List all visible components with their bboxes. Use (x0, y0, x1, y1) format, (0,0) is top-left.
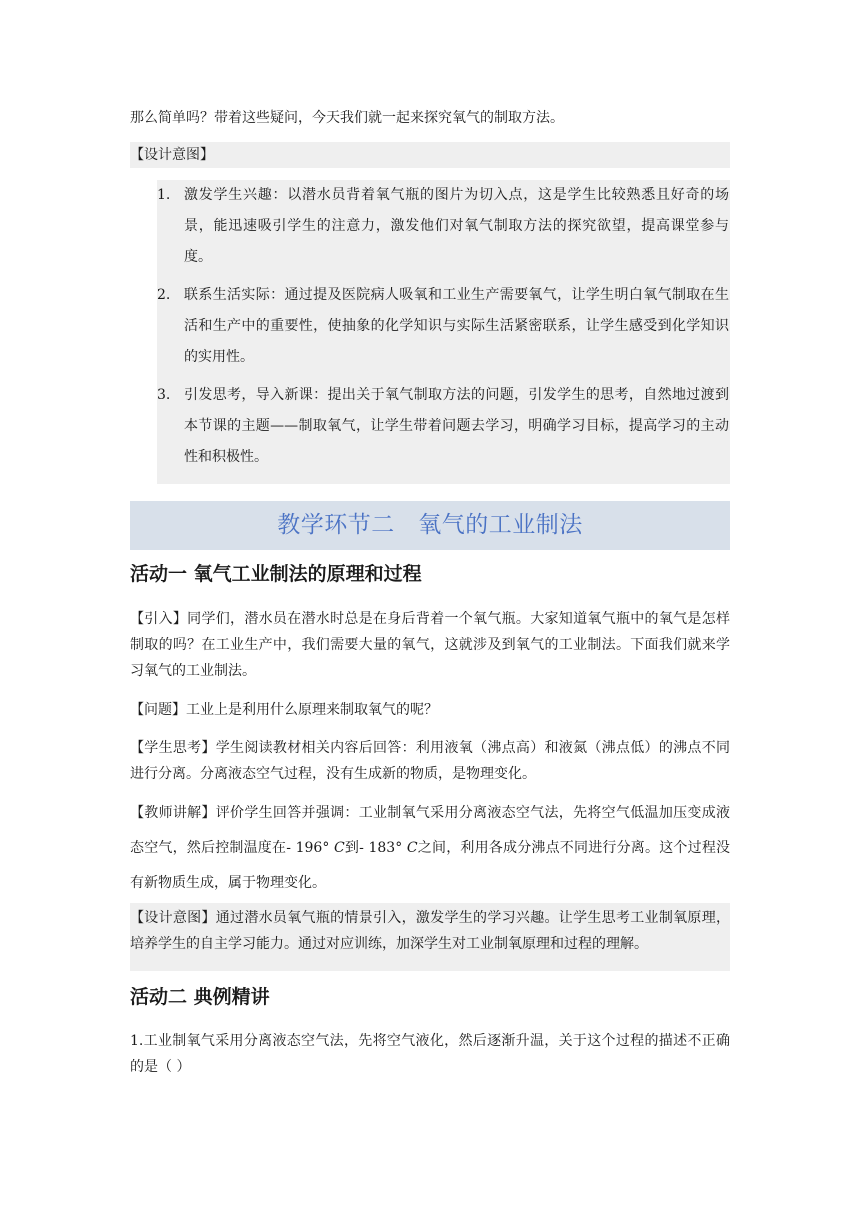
question-block (130, 697, 730, 723)
between-text: 到 (344, 840, 360, 856)
list-number: 1. (157, 187, 171, 203)
example-question-1: 1.工业制氧气采用分离液态空气法，先将空气液化，然后逐渐升温，关于这个过程的描述不正确的是（ ） (130, 1033, 730, 1075)
student-text: 学生阅读教材相关内容后回答：利用液氧（沸点高）和液氮（沸点低）的沸点不同进行分离。分离液态空气过程，没有生成新的物质，是物理变化。 (130, 740, 731, 782)
design-intent-label: 【设计意图】 (130, 142, 730, 168)
intent-tag: 【设计意图】 (130, 910, 216, 926)
section-banner: 教学环节二 氧气的工业制法 (130, 501, 730, 550)
teacher-tag: 【教师讲解】 (130, 805, 216, 821)
intro-paragraph: 那么简单吗？带着这些疑问，今天我们就一起来探究氧气的制取方法。 (130, 110, 564, 126)
list-text: 引发思考，导入新课：提出关于氧气制取方法的问题，引发学生的思考，自然地过渡到本节课的主题——制取氧气，让学生带着问题去学习，明确学习目标，提高学习的主动性和积极性。 (184, 387, 729, 465)
student-tag: 【学生思考】 (130, 740, 216, 756)
temperature-2: - 183 (359, 840, 396, 856)
temperature-1: - 196 (286, 840, 323, 856)
design-intent-list (157, 180, 730, 484)
teacher-text-2: 之间，利用各成分沸点不同进行分离。这个过程没有新物质生成，属于物理变化。 (130, 840, 731, 891)
student-thinking-block (130, 735, 730, 787)
question-text: 工业上是利用什么原理来制取氧气的呢？ (186, 702, 438, 718)
intro-block (130, 606, 730, 684)
intro-tag: 【引入】 (130, 611, 188, 627)
list-text: 激发学生兴趣：以潜水员背着氧气瓶的图片为切入点，这是学生比较熟悉且好奇的场景，能迅速吸引学生的注意力，激发他们对氧气制取方法的探究欲望，提高课堂参与度。 (184, 187, 729, 265)
design-intent-block-2 (130, 903, 730, 971)
list-number: 2. (157, 287, 171, 303)
teacher-text-1: 评价学生回答并强调：工业制氧气采用分离液态空气法，先将空气低温加压变成液态空气，然后控制温度在 (130, 805, 731, 856)
activity2-heading: 活动二 典例精讲 (130, 986, 270, 1008)
list-text: 联系生活实际：通过提及医院病人吸氧和工业生产需要氧气，让学生明白氧气制取在生活和生产中的重要性，使抽象的化学知识与实际生活紧密联系，让学生感受到化学知识的实用性。 (184, 287, 729, 365)
intent-text: 通过潜水员氧气瓶的情景引入，激发学生的学习兴趣。让学生思考工业制氧原理，培养学生的自主学习能力。通过对应训练，加深学生对工业制氧原理和过程的理解。 (130, 910, 731, 952)
question-tag: 【问题】 (130, 702, 186, 718)
teacher-explain-block (130, 796, 730, 901)
intro-text: 同学们，潜水员在潜水时总是在身后背着一个氧气瓶。大家知道氧气瓶中的氧气是怎样制取的吗？在工业生产中，我们需要大量的氧气，这就涉及到氧气的工业制法。下面我们就来学习氧气的工业制法。 (130, 611, 730, 679)
list-number: 3. (157, 387, 171, 403)
temperature-unit: ° C (322, 840, 345, 856)
activity1-heading: 活动一 氧气工业制法的原理和过程 (130, 563, 422, 585)
temperature-unit: ° C (395, 840, 418, 856)
